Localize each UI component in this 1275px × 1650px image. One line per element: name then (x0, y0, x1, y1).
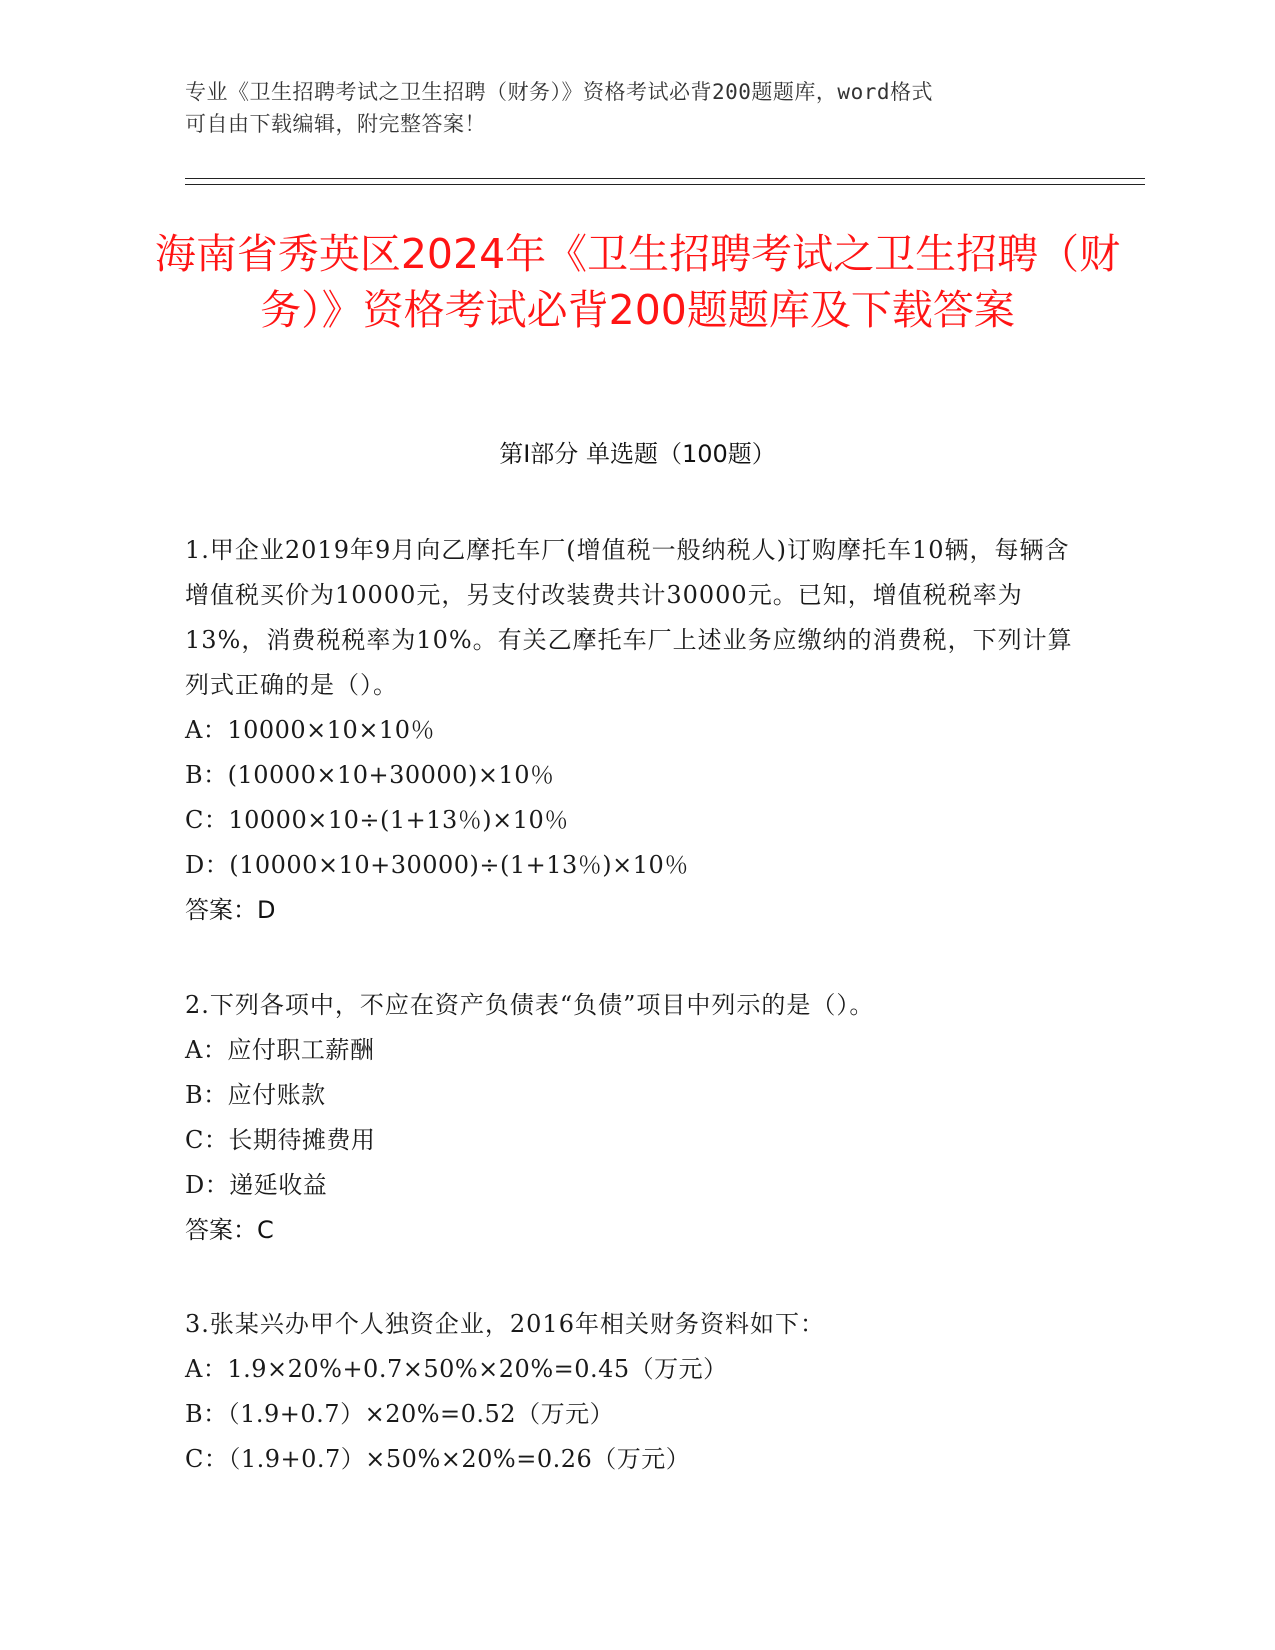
answer-line: 答案：C (185, 1216, 274, 1244)
question-item (185, 528, 1085, 933)
option-d: D：递延收益 (185, 1171, 328, 1199)
option-c: C：长期待摊费用 (185, 1126, 376, 1154)
option-a: A：10000×10×10％ (185, 716, 435, 744)
section-heading: 第I部分 单选题（100题） (499, 440, 776, 468)
question-stem: 2.下列各项中，不应在资产负债表“负债”项目中列示的是（）。 (185, 991, 875, 1019)
question-item (185, 983, 1085, 1253)
option-b: B：应付账款 (185, 1081, 326, 1109)
option-a: A：1.9×20%+0.7×50%×20%=0.45（万元） (185, 1355, 728, 1383)
question-item (185, 1302, 1085, 1482)
option-c: C：（1.9+0.7）×50%×20%=0.26（万元） (185, 1445, 691, 1473)
header-note-line-2: 可自由下载编辑，附完整答案！ (185, 112, 486, 136)
header-divider-bottom (185, 184, 1145, 185)
option-c: C：10000×10÷(1+13％)×10％ (185, 806, 569, 834)
option-b: B：（1.9+0.7）×20%=0.52（万元） (185, 1400, 615, 1428)
header-note-line-1: 专业《卫生招聘考试之卫生招聘（财务）》资格考试必背200题题库，word格式 (185, 80, 933, 104)
header-divider-top (185, 178, 1145, 179)
option-a: A：应付职工薪酬 (185, 1036, 375, 1064)
answer-line: 答案：D (185, 896, 276, 924)
option-b: B：(10000×10+30000)×10％ (185, 761, 555, 789)
option-d: D：(10000×10+30000)÷(1+13％)×10％ (185, 851, 689, 879)
question-stem: 1.甲企业2019年9月向乙摩托车厂(增值税一般纳税人)订购摩托车10辆，每辆含增值税买价为10000元，另支付改装费共计30000元。已知，增值税税率为13%，消费税税率为10%。有关乙摩托车厂上述业务应缴纳的消费税，下列计算列式正确的是（）。 (185, 536, 1073, 699)
document-title: 海南省秀英区2024年《卫生招聘考试之卫生招聘（财务）》资格考试必背200题题库及下载答案 (154, 230, 1121, 334)
question-stem: 3.张某兴办甲个人独资企业，2016年相关财务资料如下： (185, 1310, 825, 1338)
header-note (185, 76, 1065, 140)
